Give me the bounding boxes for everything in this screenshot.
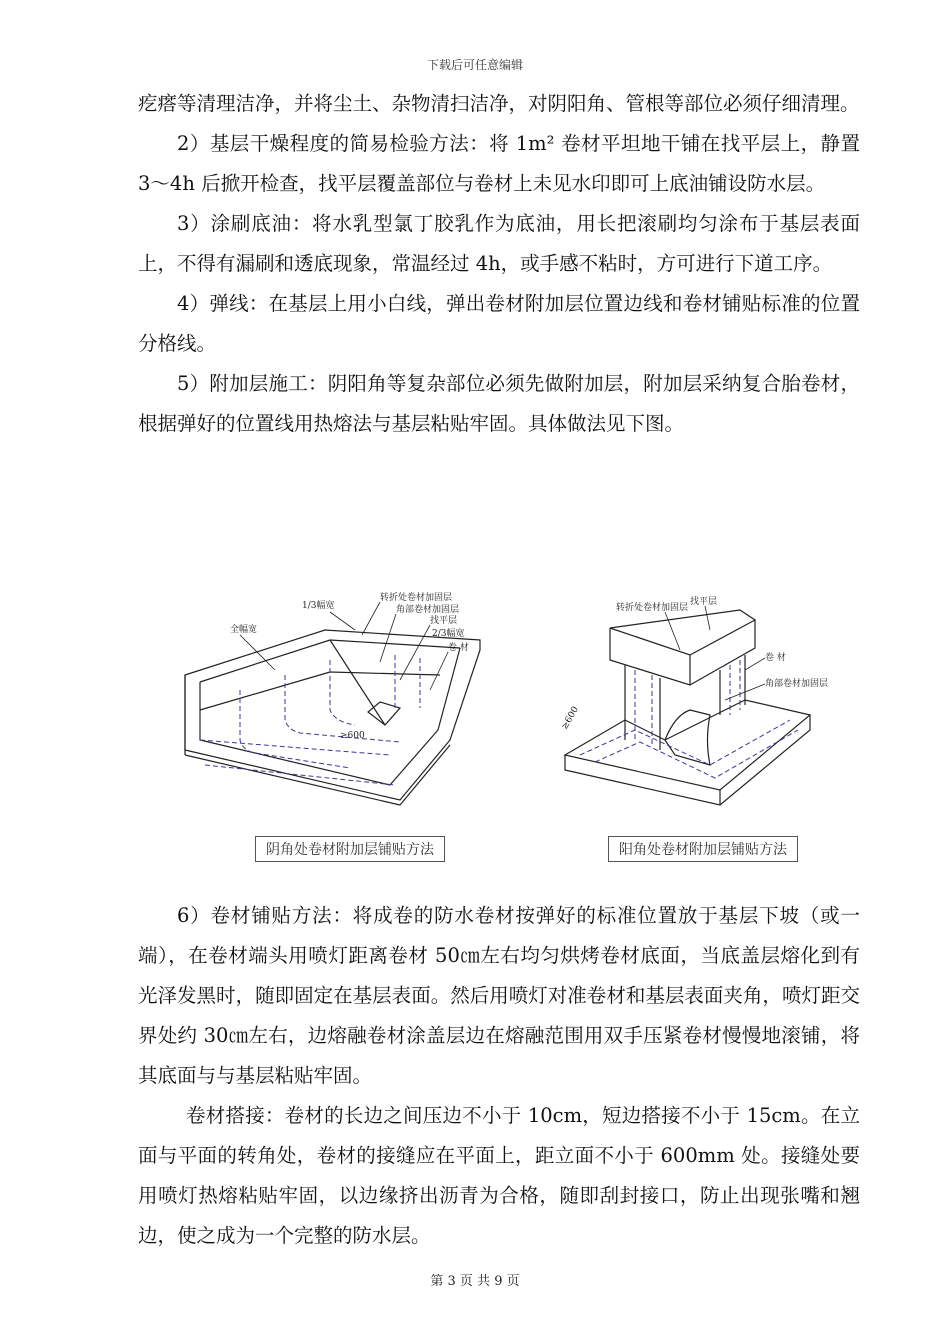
- label-one-third-width: 1/3幅宽: [302, 601, 335, 611]
- page-footer: 第 3 页 共 9 页: [430, 1274, 520, 1289]
- label-leveling-layer-right: 找平层: [690, 597, 718, 607]
- caption-inside-corner: 阴角处卷材附加层铺贴方法: [255, 836, 445, 862]
- caption-outside-corner: 阳角处卷材附加层铺贴方法: [608, 836, 798, 862]
- figure-inside-corner: [180, 590, 500, 870]
- page-header: 下载后可任意编辑: [426, 58, 523, 72]
- outside-corner-diagram: [559, 590, 829, 835]
- paragraph-5: 5）附加层施工：阴阳角等复杂部位必须先做附加层，附加层采纳复合胎卷材，根据弹好的位置线用热熔法与基层粘贴牢固。具体做法见下图。: [138, 372, 860, 435]
- label-corner-reinforce: 角部卷材加固层: [396, 605, 460, 615]
- label-turn-reinforce-right: 转折处卷材加固层: [616, 603, 689, 613]
- paragraph-3: 3）涂刷底油：将水乳型氯丁胶乳作为底油，用长把滚刷均匀涂布于基层表面上，不得有漏刷和透底现象，常温经过 4h，或手感不粘时，方可进行下道工序。: [138, 212, 860, 275]
- body-text-top: [138, 84, 860, 444]
- paragraph-4: 4）弹线：在基层上用小白线，弹出卷材附加层位置边线和卷材铺贴标准的位置分格线。: [138, 292, 860, 355]
- paragraph-2: 2）基层干燥程度的简易检验方法：将 1m² 卷材平坦地干铺在找平层上，静置 3～4h 后掀开检查，找平层覆盖部位与卷材上未见水印即可上底油铺设防水层。: [138, 132, 860, 195]
- label-membrane: 卷 材: [448, 643, 469, 653]
- label-membrane-right: 卷 材: [765, 653, 786, 663]
- paragraph-7: 卷材搭接：卷材的长边之间压边不小于 10cm，短边搭接不小于 15cm。在立面与平面的转角处，卷材的接缝应在平面上，距立面不小于 600mm 处。接缝处要用喷灯热熔粘贴牢固，以边缘挤出沥青为合格，随即刮封接口，防止出现张嘴和翘边，使之成为一个完整的防水层。: [138, 1104, 860, 1247]
- label-ge-600-right: ≥600: [559, 705, 581, 732]
- label-leveling-layer: 找平层: [430, 616, 458, 626]
- figure-outside-corner: [559, 590, 829, 870]
- label-full-width: 全幅宽: [230, 625, 258, 635]
- paragraph-6: 6）卷材铺贴方法：将成卷的防水卷材按弹好的标准位置放于基层下坡（或一端），在卷材端头用喷灯距离卷材 50㎝左右均匀烘烤卷材底面，当底盖层熔化到有光泽发黑时，随即固定在基层表面。然后用喷灯对准卷材和基层表面夹角，喷灯距交界处约 30㎝左右，边熔融卷材涂盖层边在熔融范围用双手压紧卷材慢慢地滚铺，将其底面与与基层粘贴牢固。: [138, 904, 860, 1087]
- label-turn-reinforce: 转折处卷材加固层: [380, 593, 453, 603]
- inside-corner-diagram: [180, 590, 500, 835]
- figures-area: [170, 590, 829, 870]
- label-two-thirds-width: 2/3幅宽: [432, 629, 465, 639]
- body-text-bottom: [138, 896, 860, 1256]
- paragraph-1: 疙瘩等清理洁净，并将尘土、杂物清扫洁净，对阴阳角、管根等部位必须仔细清理。: [138, 92, 860, 115]
- label-corner-reinforce-right: 角部卷材加固层: [765, 679, 829, 689]
- label-ge-600: ≥600: [340, 731, 365, 741]
